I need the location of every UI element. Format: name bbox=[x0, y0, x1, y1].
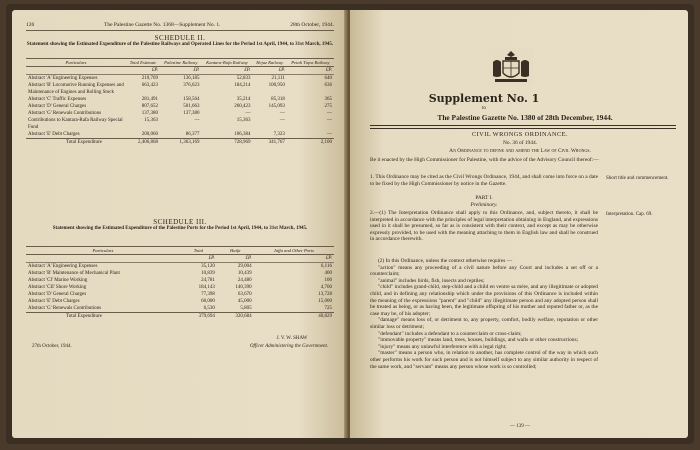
schedule3-table bbox=[26, 246, 334, 320]
column-header: Petah Tiqva Railway bbox=[287, 59, 334, 67]
side-note-short-title: Short title and commencement. bbox=[606, 176, 669, 181]
amount-cell: 400 bbox=[324, 271, 332, 276]
signatory-title: Officer Administering the Government. bbox=[249, 344, 329, 349]
amount-cell: 100,950 bbox=[268, 83, 285, 88]
amount-cell: — bbox=[327, 118, 332, 123]
particulars-cell: Abstract 'CII' Shore Working bbox=[28, 285, 87, 290]
amount-cell: 10,839 bbox=[201, 271, 215, 276]
amount-cell: — bbox=[279, 111, 285, 116]
gazette-line: The Palestine Gazette No. 1380 of 28th December, 1944. bbox=[437, 113, 613, 122]
signatory: J. V. W. SHAW bbox=[276, 336, 308, 341]
table-row bbox=[26, 110, 334, 117]
column-header: Kantara-Rafa Railway bbox=[202, 59, 253, 67]
column-header: Total bbox=[180, 247, 217, 255]
amount-cell: — bbox=[194, 118, 200, 123]
amount-cell: 260,423 bbox=[234, 104, 251, 109]
definition-item: "action" means any proceeding of a civil nature before any Court and includes a set off or a counterclaim; bbox=[370, 264, 598, 278]
unit-cell: £P. bbox=[287, 67, 334, 75]
footer-date: 27th October, 1944. bbox=[32, 344, 72, 349]
schedule3-caption: Statement showing the Estimated Expenditure of the Palestine Ports for the Period 1st April, 1944, to 31st March, 1945. bbox=[52, 226, 308, 231]
total-amount-cell: 379,694 bbox=[180, 313, 217, 321]
particulars-cell: Abstract 'CI' Marine Working bbox=[28, 278, 88, 283]
amount-cell: 184,143 bbox=[198, 285, 215, 290]
section-2: 2.—(1) The Interpretation Ordinance shall apply to this Ordinance, and, subject thereto, it shall be interpreted in accordance with the principles of legal interpretation obtaining in England, and expressions used in it shall be presumed, so far as is consistent with their context, and except as may be otherwise expressly provided, to be used with the meaning attaching to them in English law and shall be construed in accordance therewith. bbox=[370, 210, 598, 243]
definition-item: "immovable property" means land, trees, houses, buildings, and walls or other constructions; bbox=[378, 337, 579, 344]
amount-cell: 15,363 bbox=[144, 118, 158, 123]
definition-item: "master" means a person who, in relation to another, has complete control of the way in which such other performs his work for such person and is not himself subject to any similar authority in respect of the same work, and "servant" means any person whose work is so controlled; bbox=[370, 350, 598, 370]
amount-cell: 7,323 bbox=[273, 132, 285, 137]
definition-item: (2) In this Ordinance, unless the context otherwise requires — bbox=[378, 258, 513, 264]
side-note-interpretation: Interpretation. Cap. 69. bbox=[606, 212, 653, 217]
total-row bbox=[26, 313, 334, 321]
schedule2-caption: Statement showing the Estimated Expenditure of the Palestine Railways and Operated Lines for the Period 1st April, 1944, to 31st March, 1945. bbox=[26, 42, 334, 47]
amount-cell: 807,652 bbox=[141, 104, 158, 109]
table-header-row bbox=[26, 247, 334, 255]
column-header: Palestine Railway bbox=[160, 59, 202, 67]
unit-cell: £P. bbox=[252, 67, 286, 75]
amount-cell: 663,423 bbox=[141, 83, 158, 88]
right-page bbox=[350, 10, 688, 438]
unit-cell: £P. bbox=[180, 255, 217, 263]
particulars-cell: Abstract 'D' General Charges bbox=[28, 292, 87, 297]
definition-item: "defendant" includes a defendant to a counterclaim or cross-claim; bbox=[378, 330, 522, 337]
total-label: Total Expenditure bbox=[26, 313, 180, 321]
section-1: 1. This Ordinance may be cited as the Civil Wrongs Ordinance, 1944, and shall come into force on a date to be fixed by the High Commissioner by notice in the Gazette. bbox=[370, 174, 598, 187]
amount-cell: 45,000 bbox=[237, 299, 252, 304]
table-row bbox=[26, 298, 334, 305]
table-row bbox=[26, 263, 334, 271]
total-amount-cell: 341,767 bbox=[252, 139, 286, 147]
definitions-list bbox=[370, 258, 598, 370]
particulars-cell: Contributions to Kantara-Rafa Railway Special Fund bbox=[28, 118, 123, 130]
royal-crest-icon bbox=[489, 48, 533, 86]
unit-cell: £P. bbox=[254, 255, 334, 263]
unit-cell bbox=[26, 67, 126, 75]
amount-cell: 158,564 bbox=[183, 97, 200, 102]
unit-row bbox=[26, 67, 334, 75]
unit-row bbox=[26, 255, 334, 263]
amount-cell: 281,491 bbox=[141, 97, 158, 102]
amount-cell: 10,439 bbox=[237, 271, 252, 276]
part-subheading: Preliminary. bbox=[470, 202, 498, 208]
amount-cell: 100 bbox=[324, 278, 332, 283]
ordinance-title: CIVIL WRONGS ORDINANCE. bbox=[471, 131, 568, 138]
unit-cell: £P. bbox=[202, 67, 253, 75]
table-row bbox=[26, 75, 334, 83]
to-label: to bbox=[482, 106, 486, 111]
amount-cell: 85,318 bbox=[271, 97, 285, 102]
unit-cell: £P. bbox=[217, 255, 254, 263]
particulars-cell: Abstract 'B' Maintenance of Mechanical Plant bbox=[28, 271, 120, 276]
amount-cell: 6,116 bbox=[320, 264, 332, 269]
total-row bbox=[26, 139, 334, 147]
amount-cell: 184,214 bbox=[234, 83, 251, 88]
table-row bbox=[26, 291, 334, 298]
amount-cell: 29,004 bbox=[237, 264, 252, 269]
table-row bbox=[26, 96, 334, 103]
schedule3-title: SCHEDULE III. bbox=[153, 218, 207, 226]
total-amount-cell: 2,100 bbox=[287, 139, 334, 147]
particulars-cell: Abstract 'B' Locomotive Running Expenses and Maintenance of Engines and Rolling Stock bbox=[28, 83, 124, 95]
amount-cell: 501,663 bbox=[183, 104, 200, 109]
amount-cell: 636 bbox=[324, 83, 332, 88]
amount-cell: 275 bbox=[324, 104, 332, 109]
amount-cell: — bbox=[245, 111, 251, 116]
running-head: The Palestine Gazette No. 1368—Supplement No. 1. bbox=[103, 22, 221, 28]
total-amount-cell: 1,363,169 bbox=[160, 139, 202, 147]
amount-cell: 52,833 bbox=[236, 76, 251, 81]
table-header-row bbox=[26, 59, 334, 67]
supplement-title: Supplement No. 1 bbox=[428, 92, 540, 105]
table-row bbox=[26, 270, 334, 277]
page-number: 126 bbox=[26, 22, 35, 28]
particulars-cell: Abstract 'D' General Charges bbox=[28, 104, 87, 109]
total-label: Total Expenditure bbox=[26, 139, 126, 147]
amount-cell: 640 bbox=[324, 76, 332, 81]
column-header: Total Estimate bbox=[126, 59, 160, 67]
table-row bbox=[26, 117, 334, 131]
ordinance-description: An Ordinance to define and amend the Law of Civil Wrongs. bbox=[449, 148, 591, 154]
total-amount-cell: 320,684 bbox=[217, 313, 254, 321]
amount-cell: 35,120 bbox=[201, 264, 215, 269]
amount-cell: 21,111 bbox=[271, 76, 285, 81]
table-row bbox=[26, 103, 334, 110]
amount-cell: 376,623 bbox=[183, 83, 200, 88]
amount-cell: — bbox=[327, 132, 332, 137]
running-date: 28th October, 1944. bbox=[290, 22, 334, 28]
schedule2-title: SCHEDULE II. bbox=[154, 34, 206, 42]
amount-cell: 24,480 bbox=[237, 278, 252, 283]
amount-cell: 725 bbox=[324, 306, 332, 311]
table-row bbox=[26, 131, 334, 139]
amount-cell: 35,214 bbox=[236, 97, 251, 102]
amount-cell: 145,093 bbox=[268, 104, 285, 109]
particulars-cell: Abstract 'A' Engineering Expenses bbox=[28, 264, 98, 269]
unit-cell: £P. bbox=[160, 67, 202, 75]
particulars-cell: Abstract 'A' Engineering Expenses bbox=[28, 76, 98, 81]
particulars-cell: Abstract 'E' Debt Charges bbox=[28, 132, 80, 137]
amount-cell: 106,384 bbox=[234, 132, 251, 137]
amount-cell: — bbox=[279, 118, 285, 123]
schedule2-table bbox=[26, 58, 334, 146]
amount-cell: 6,530 bbox=[203, 306, 215, 311]
particulars-cell: Abstract 'G' Renewals Contributions bbox=[28, 111, 102, 116]
table-row bbox=[26, 277, 334, 284]
particulars-cell: Abstract 'G' Renewals Contributions bbox=[28, 306, 102, 311]
unit-cell: £P. bbox=[126, 67, 160, 75]
amount-cell: 5,805 bbox=[240, 306, 252, 311]
amount-cell: — bbox=[327, 111, 332, 116]
amount-cell: 137,380 bbox=[141, 111, 158, 116]
amount-cell: 13,728 bbox=[318, 292, 332, 297]
open-book bbox=[6, 4, 694, 444]
table-row bbox=[26, 82, 334, 96]
amount-cell: 63,670 bbox=[237, 292, 252, 297]
amount-cell: 210,769 bbox=[141, 76, 158, 81]
amount-cell: 136,185 bbox=[183, 76, 200, 81]
amount-cell: 60,000 bbox=[201, 299, 215, 304]
amount-cell: 137,380 bbox=[183, 111, 200, 116]
definition-item: "injury" means any unlawful interference with a legal right; bbox=[378, 343, 507, 350]
particulars-cell: Abstract 'E' Debt Charges bbox=[28, 299, 80, 304]
column-header: Particulars bbox=[26, 59, 126, 67]
definition-item: "animal" includes birds, fish, insects and reptiles; bbox=[378, 277, 485, 284]
particulars-cell: Abstract 'C' Traffic Expenses bbox=[28, 97, 87, 102]
running-header bbox=[26, 22, 334, 31]
total-amount-cell: 40,829 bbox=[254, 313, 334, 321]
amount-cell: 86,377 bbox=[185, 132, 200, 137]
column-header: Jaffa and Other Ports bbox=[254, 247, 334, 255]
column-header: Hejaz Railway bbox=[252, 59, 286, 67]
ordinance-number: No. 36 of 1944. bbox=[503, 140, 537, 146]
amount-cell: 140,390 bbox=[235, 285, 252, 290]
part-heading: PART I. bbox=[475, 195, 493, 201]
amount-cell: 15,363 bbox=[236, 118, 251, 123]
double-rule bbox=[370, 125, 676, 129]
amount-cell: 24,781 bbox=[201, 278, 215, 283]
amount-cell: 77,398 bbox=[201, 292, 215, 297]
amount-cell: 4,760 bbox=[320, 285, 332, 290]
total-amount-cell: 2,406,868 bbox=[126, 139, 160, 147]
amount-cell: 365 bbox=[324, 97, 332, 102]
column-header: Haifa bbox=[217, 247, 254, 255]
unit-cell bbox=[26, 255, 180, 263]
amount-cell: 15,000 bbox=[318, 299, 332, 304]
definition-item: "child" includes grand-child, step-child and a child en ventre sa mère, and any illegitimate or adopted child, and in defining any relationship which under the provisions of this Ordinance is included within the meaning of the expressions "parent" and "child" any illegitimate person and any adopted person shall be treated as being, or as having been, the legitimate offspring of his mother and reputed father or, as the case may be, of his adopter; bbox=[370, 284, 598, 317]
total-amount-cell: 728,969 bbox=[202, 139, 253, 147]
right-page-number: — 139 — bbox=[510, 424, 530, 429]
amount-cell: 200,060 bbox=[141, 132, 158, 137]
enactment-clause: Be it enacted by the High Commissioner for Palestine, with the advice of the Advisory Council thereof:— bbox=[370, 157, 599, 163]
definition-item: "damage" means loss of, or detriment to, any property, comfort, bodily welfare, reputation or other similar loss or detriment; bbox=[370, 317, 598, 330]
table-row bbox=[26, 284, 334, 291]
table-row bbox=[26, 305, 334, 313]
column-header: Particulars bbox=[26, 247, 180, 255]
left-page bbox=[12, 10, 348, 438]
